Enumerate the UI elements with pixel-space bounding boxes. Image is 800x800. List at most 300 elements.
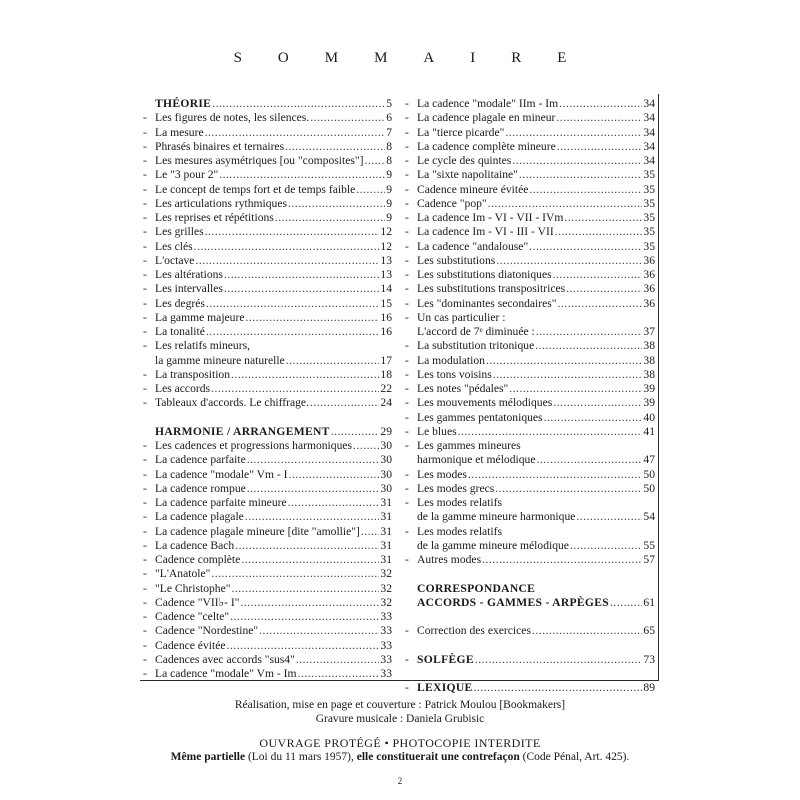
toc-leader-dots <box>512 154 642 168</box>
toc-leader-dots <box>482 553 642 567</box>
toc-page-number: 9 <box>386 196 392 210</box>
legal-notice <box>0 736 800 764</box>
toc-bullet-dash: - <box>143 239 147 253</box>
toc-entry <box>143 396 392 410</box>
toc-page-number: 29 <box>380 424 392 438</box>
toc-page-number: 34 <box>643 154 655 167</box>
toc-leader-dots <box>288 496 380 510</box>
toc-entry-label: Cadence mineure évitée <box>417 182 529 196</box>
toc-entry-label: La cadence "modale" Vm - I <box>155 467 288 481</box>
toc-page-number: 18 <box>380 367 392 381</box>
toc-bullet-dash: - <box>143 667 147 680</box>
toc-bullet-dash: - <box>143 610 147 623</box>
toc-entry-label: Les "dominantes secondaires" <box>417 296 557 310</box>
toc-page-number: 33 <box>380 638 392 652</box>
toc-bullet-dash: - <box>143 496 147 509</box>
toc-entry-label: Les modes relatifs <box>417 496 502 509</box>
toc-bullet-dash: - <box>405 282 409 296</box>
toc-entry-label: La gamme majeure <box>155 310 245 324</box>
toc-entry-label: Le blues <box>417 424 457 438</box>
toc-bullet-dash: - <box>405 652 409 666</box>
toc-entry <box>405 482 655 496</box>
toc-entry-label: CORRESPONDANCE <box>417 581 536 595</box>
legal-bold-1: Même partielle <box>170 751 246 763</box>
toc-entry <box>143 453 392 467</box>
toc-leader-dots <box>557 140 643 154</box>
toc-entry-label: Le "3 pour 2" <box>155 168 219 182</box>
toc-entry-label: La tonalité <box>155 325 205 338</box>
toc-entry <box>143 211 392 225</box>
toc-entry <box>405 382 655 396</box>
toc-page-number: 35 <box>643 168 655 182</box>
toc-page-number: 8 <box>386 154 392 167</box>
toc-entry <box>143 197 392 211</box>
toc-page-number: 16 <box>380 325 392 338</box>
toc-leader-dots <box>559 97 642 111</box>
toc-entry <box>143 311 392 325</box>
toc-page-number: 33 <box>380 610 392 623</box>
toc-entry-label: SOLFÈGE <box>417 652 474 666</box>
toc-page-number: 31 <box>380 538 392 552</box>
toc-bullet-dash: - <box>143 396 147 410</box>
toc-bullet-dash: - <box>405 154 409 167</box>
toc-entry-label: Autres modes <box>417 553 482 566</box>
toc-entry-label: la gamme mineure naturelle <box>155 353 285 367</box>
toc-page-number: 15 <box>380 296 392 310</box>
toc-leader-dots <box>493 368 643 382</box>
toc-bullet-dash: - <box>143 382 147 395</box>
toc-leader-dots <box>288 197 385 211</box>
legal-text-2: (Code Pénal, Art. 425). <box>519 751 630 763</box>
credits-line-2: Gravure musicale : Daniela Grubisic <box>315 713 485 725</box>
page-title: SOMMAIRE <box>233 50 603 66</box>
toc-entry-label: Les articulations rythmiques <box>155 196 288 210</box>
toc-entry <box>143 468 392 482</box>
toc-gap <box>405 667 655 681</box>
toc-entry <box>405 339 655 353</box>
toc-leader-dots <box>310 396 379 410</box>
toc-page-number: 41 <box>643 424 655 438</box>
toc-page-number: 13 <box>380 268 392 281</box>
toc-page-number: 33 <box>380 652 392 666</box>
toc-page-number: 35 <box>643 239 655 253</box>
toc-entry-label: Les modes grecs <box>417 481 495 495</box>
toc-bullet-dash: - <box>405 410 409 424</box>
toc-entry <box>143 567 392 581</box>
toc-page-number: 30 <box>380 481 392 495</box>
toc-page-number: 32 <box>380 567 392 581</box>
toc-bullet-dash: - <box>405 367 409 381</box>
toc-entry-label: de la gamme mineure harmonique <box>417 510 576 524</box>
toc-leader-dots <box>195 254 379 268</box>
toc-leader-dots <box>259 624 379 638</box>
toc-entry <box>405 197 655 211</box>
toc-left-column <box>143 97 392 681</box>
toc-entry-label: La substitution tritonique <box>417 339 535 353</box>
toc-section-heading <box>405 681 655 695</box>
toc-entry <box>143 525 392 539</box>
toc-leader-dots <box>289 468 380 482</box>
toc-bullet-dash: - <box>405 111 409 125</box>
toc-page-number: 30 <box>380 467 392 481</box>
toc-entry <box>143 539 392 553</box>
toc-bullet-dash: - <box>143 467 147 481</box>
toc-entry-label: La cadence "modale" IIm - Im <box>417 97 559 110</box>
toc-bullet-dash: - <box>143 581 147 595</box>
toc-bullet-dash: - <box>143 553 147 566</box>
toc-leader-dots <box>219 168 385 182</box>
toc-entry-label: La mesure <box>155 125 204 139</box>
toc-page-number: 37 <box>643 325 655 338</box>
toc-entry-label: Cadence "celte" <box>155 610 230 623</box>
toc-entry <box>405 439 655 453</box>
toc-entry <box>405 354 655 368</box>
toc-page-number: 12 <box>380 225 392 239</box>
toc-entry <box>405 539 655 553</box>
toc-page-number: 14 <box>380 282 392 296</box>
toc-page-number: 34 <box>643 125 655 139</box>
toc-bullet-dash: - <box>143 196 147 210</box>
toc-bullet-dash: - <box>143 211 147 224</box>
toc-entry-label: Les mouvements mélodiques <box>417 396 553 410</box>
toc-page-number: 22 <box>380 382 392 395</box>
toc-page-number: 38 <box>643 367 655 381</box>
toc-entry <box>143 610 392 624</box>
toc-entry <box>405 425 655 439</box>
toc-entry-label: La cadence parfaite <box>155 453 246 467</box>
toc-entry-label: Cadence "VII♭- I" <box>155 595 240 609</box>
toc-bullet-dash: - <box>143 439 147 452</box>
toc-leader-dots <box>536 453 642 467</box>
toc-entry-label: Les gammes pentatoniques <box>417 410 543 424</box>
toc-entry-label: La cadence plagale mineure [dite "amollie"] <box>155 524 360 538</box>
toc-bullet-dash: - <box>143 567 147 581</box>
toc-entry <box>405 453 655 467</box>
toc-leader-dots <box>486 354 642 368</box>
toc-entry-label: La cadence plagale <box>155 510 244 524</box>
toc-entry <box>405 510 655 524</box>
toc-page-number: 30 <box>380 439 392 452</box>
toc-leader-dots <box>529 240 642 254</box>
toc-entry <box>143 482 392 496</box>
toc-bullet-dash: - <box>143 624 147 638</box>
toc-leader-dots <box>298 667 380 681</box>
toc-entry <box>405 254 655 268</box>
toc-entry <box>405 396 655 410</box>
toc-bullet-dash: - <box>405 496 409 509</box>
toc-entry-label: Les notes "pédales" <box>417 382 509 395</box>
toc-entry-label: "L'Anatole" <box>155 567 211 581</box>
toc-entry <box>143 639 392 653</box>
toc-gap <box>405 639 655 653</box>
toc-bullet-dash: - <box>143 510 147 524</box>
toc-entry <box>143 240 392 254</box>
toc-leader-dots <box>468 468 642 482</box>
toc-bullet-dash: - <box>405 211 409 224</box>
toc-entry-label: Le cycle des quintes <box>417 154 512 167</box>
toc-section-heading <box>405 582 655 596</box>
toc-entry <box>405 368 655 382</box>
toc-page-number: 36 <box>643 282 655 296</box>
toc-leader-dots <box>247 482 380 496</box>
toc-page-number: 32 <box>380 581 392 595</box>
toc-entry <box>405 183 655 197</box>
toc-entry <box>405 97 655 111</box>
toc-page-number: 31 <box>380 553 392 566</box>
toc-leader-dots <box>231 368 379 382</box>
toc-leader-dots <box>206 325 380 339</box>
toc-leader-dots <box>564 211 642 225</box>
toc-entry-label: Cadence évitée <box>155 638 226 652</box>
toc-entry-label: LEXIQUE <box>417 681 473 695</box>
toc-entry <box>405 297 655 311</box>
toc-bullet-dash: - <box>405 239 409 253</box>
toc-leader-dots <box>296 653 380 667</box>
toc-bullet-dash: - <box>143 325 147 338</box>
toc-entry-label: Les mesures asymétriques [ou "composites"] <box>155 154 364 167</box>
toc-leader-dots <box>275 211 385 225</box>
toc-entry <box>143 382 392 396</box>
toc-entry-label: Les substitutions <box>417 253 496 267</box>
toc-page-number: 17 <box>380 353 392 367</box>
toc-bullet-dash: - <box>405 353 409 367</box>
toc-leader-dots <box>505 126 642 140</box>
credits-line-1: Réalisation, mise en page et couverture : Patrick Moulou [Bookmakers] <box>234 699 566 711</box>
toc-entry <box>143 154 392 168</box>
toc-leader-dots <box>212 97 385 111</box>
toc-page-number: 12 <box>380 239 392 253</box>
page-number: 2 <box>397 776 403 786</box>
toc-leader-dots <box>566 282 642 296</box>
toc-entry-label: Phrasés binaires et ternaires <box>155 139 285 153</box>
toc-bullet-dash: - <box>143 524 147 538</box>
toc-bullet-dash: - <box>143 296 147 310</box>
credits <box>0 698 800 726</box>
toc-entry <box>405 325 655 339</box>
toc-leader-dots <box>488 197 643 211</box>
toc-leader-dots <box>245 311 379 325</box>
toc-entry-label: Cadences avec accords "sus4" <box>155 652 295 666</box>
toc-page-number: 36 <box>643 253 655 267</box>
toc-bullet-dash: - <box>143 595 147 609</box>
toc-page-number: 55 <box>643 538 655 552</box>
toc-bullet-dash: - <box>405 424 409 438</box>
toc-entry-label: Les clés <box>155 239 193 253</box>
toc-entry-label: Les reprises et répétitions <box>155 211 274 224</box>
toc-entry <box>143 496 392 510</box>
toc-entry <box>143 339 392 353</box>
toc-section-heading <box>405 653 655 667</box>
toc-entry-label: La cadence rompue <box>155 481 246 495</box>
toc-leader-dots <box>610 596 642 610</box>
toc-bullet-dash: - <box>405 467 409 481</box>
toc-bullet-dash: - <box>143 310 147 324</box>
toc-bullet-dash: - <box>405 97 409 110</box>
toc-entry <box>405 240 655 254</box>
toc-page-number: 8 <box>386 139 392 153</box>
toc-leader-dots <box>285 140 385 154</box>
toc-bullet-dash: - <box>405 382 409 395</box>
toc-bullet-dash: - <box>143 652 147 666</box>
toc-entry <box>405 211 655 225</box>
toc-entry-label: harmonique et mélodique <box>417 453 536 467</box>
toc-entry <box>405 126 655 140</box>
toc-bullet-dash: - <box>405 196 409 210</box>
toc-entry <box>143 325 392 339</box>
toc-bullet-dash: - <box>405 125 409 139</box>
toc-leader-dots <box>544 411 643 425</box>
toc-leader-dots <box>570 539 642 553</box>
toc-entry-label: Les gammes mineures <box>417 439 521 452</box>
toc-page-number: 89 <box>643 681 655 695</box>
toc-leader-dots <box>245 510 380 524</box>
toc-entry-label: La cadence Im - VI - III - VII <box>417 225 554 239</box>
toc-entry <box>405 468 655 482</box>
toc-page-number: 40 <box>643 410 655 424</box>
toc-leader-dots <box>535 339 642 353</box>
toc-bullet-dash: - <box>405 225 409 239</box>
toc-leader-dots <box>241 553 379 567</box>
toc-bullet-dash: - <box>405 624 409 638</box>
toc-entry <box>405 111 655 125</box>
toc-leader-dots <box>576 510 642 524</box>
toc-page-number: 65 <box>643 624 655 638</box>
toc-page-number: 38 <box>643 339 655 353</box>
toc-bullet-dash: - <box>143 139 147 153</box>
toc-leader-dots <box>555 225 643 239</box>
toc-page-number: 36 <box>643 268 655 281</box>
toc-bullet-dash: - <box>405 681 409 695</box>
toc-entry <box>405 268 655 282</box>
toc-page-number: 35 <box>643 196 655 210</box>
toc-page-number: 30 <box>380 453 392 467</box>
toc-entry <box>143 354 392 368</box>
toc-page-number: 47 <box>643 453 655 467</box>
toc-entry <box>143 140 392 154</box>
toc-bullet-dash: - <box>405 339 409 353</box>
toc-entry-label: Les tons voisins <box>417 367 492 381</box>
toc-leader-dots <box>230 610 379 624</box>
legal-line-2 <box>0 750 800 764</box>
toc-page-number: 33 <box>380 624 392 638</box>
toc-entry-label: Les modes relatifs <box>417 524 502 538</box>
toc-entry-label: Les substitutions diatoniques <box>417 268 552 281</box>
toc-entry-label: "Le Christophe" <box>155 581 231 595</box>
toc-entry-label: La cadence Im - VI - VII - IVm <box>417 211 564 224</box>
toc-leader-dots <box>194 240 380 254</box>
toc-entry-label: ACCORDS - GAMMES - ARPÈGES <box>417 595 610 609</box>
toc-leader-dots <box>231 582 379 596</box>
toc-page-number: 73 <box>643 652 655 666</box>
toc-leader-dots <box>361 525 380 539</box>
toc-page-number: 9 <box>386 182 392 196</box>
toc-bullet-dash: - <box>143 638 147 652</box>
toc-entry-label: La cadence plagale en mineur <box>417 111 556 125</box>
legal-text-1: (Loi du 11 mars 1957), <box>245 751 357 763</box>
toc-bullet-dash: - <box>405 310 409 324</box>
toc-entry <box>143 510 392 524</box>
toc-entry-label: Cadence complète <box>155 553 241 566</box>
toc-entry <box>405 525 655 539</box>
toc-page-number: 50 <box>643 467 655 481</box>
toc-entry <box>405 225 655 239</box>
toc-entry-label: Un cas particulier : <box>417 310 506 324</box>
toc-entry-label: Les intervalles <box>155 282 223 296</box>
toc-bullet-dash: - <box>405 439 409 452</box>
toc-entry-label: La cadence "modale" Vm - Im <box>155 667 297 680</box>
toc-entry-label: Cadence "pop" <box>417 196 487 210</box>
toc-entry-label: THÉORIE <box>155 97 212 110</box>
toc-bullet-dash: - <box>405 481 409 495</box>
toc-leader-dots <box>519 168 643 182</box>
toc-bullet-dash: - <box>405 296 409 310</box>
toc-leader-dots <box>240 596 379 610</box>
toc-entry <box>405 140 655 154</box>
toc-leader-dots <box>474 681 643 695</box>
toc-leader-dots <box>205 126 386 140</box>
toc-bullet-dash: - <box>405 268 409 281</box>
toc-entry-label: Correction des exercices <box>417 624 531 638</box>
legal-line-1: OUVRAGE PROTÉGÉ • PHOTOCOPIE INTERDITE <box>259 736 541 750</box>
toc-bullet-dash: - <box>143 111 147 125</box>
toc-entry <box>143 439 392 453</box>
toc-bullet-dash: - <box>143 125 147 139</box>
toc-page-number: 9 <box>386 211 392 224</box>
toc-leader-dots <box>509 382 642 396</box>
toc-entry-label: L'octave <box>155 253 195 267</box>
toc-bullet-dash: - <box>143 253 147 267</box>
toc-entry <box>143 297 392 311</box>
toc-page-number: 31 <box>380 524 392 538</box>
toc-entry-label: La cadence parfaite mineure <box>155 496 287 509</box>
toc-leader-dots <box>553 268 643 282</box>
toc-bullet-dash: - <box>405 524 409 538</box>
toc-entry <box>405 411 655 425</box>
toc-entry-label: Les figures de notes, les silences. <box>155 111 310 125</box>
toc-leader-dots <box>553 396 642 410</box>
toc-bullet-dash: - <box>143 282 147 296</box>
toc-leader-dots <box>211 567 379 581</box>
toc-bullet-dash: - <box>143 182 147 196</box>
toc-entry-label: La modulation <box>417 353 485 367</box>
toc-bullet-dash: - <box>405 139 409 153</box>
toc-entry <box>405 154 655 168</box>
toc-entry-label: La "tierce picarde" <box>417 125 505 139</box>
toc-bullet-dash: - <box>405 553 409 566</box>
toc-page-number: 33 <box>380 667 392 680</box>
toc-bullet-dash: - <box>143 339 147 353</box>
toc-section-heading <box>143 425 392 439</box>
toc-section-heading <box>405 596 655 610</box>
toc-leader-dots <box>227 639 380 653</box>
toc-gap <box>143 411 392 425</box>
toc-entry-label: La cadence "andalouse" <box>417 239 529 253</box>
toc-entry <box>143 653 392 667</box>
toc-page-number: 5 <box>386 97 392 110</box>
toc-entry-label: Tableaux d'accords. Le chiffrage. <box>155 396 309 410</box>
toc-leader-dots <box>206 297 380 311</box>
toc-gap <box>405 567 655 581</box>
toc-entry <box>143 254 392 268</box>
toc-entry-label: Les modes <box>417 467 467 481</box>
toc-leader-dots <box>529 183 642 197</box>
toc-entry <box>405 282 655 296</box>
toc-leader-dots <box>556 111 642 125</box>
toc-page-number: 39 <box>643 382 655 395</box>
toc-bullet-dash: - <box>143 225 147 239</box>
toc-bullet-dash: - <box>405 182 409 196</box>
toc-gap <box>405 610 655 624</box>
